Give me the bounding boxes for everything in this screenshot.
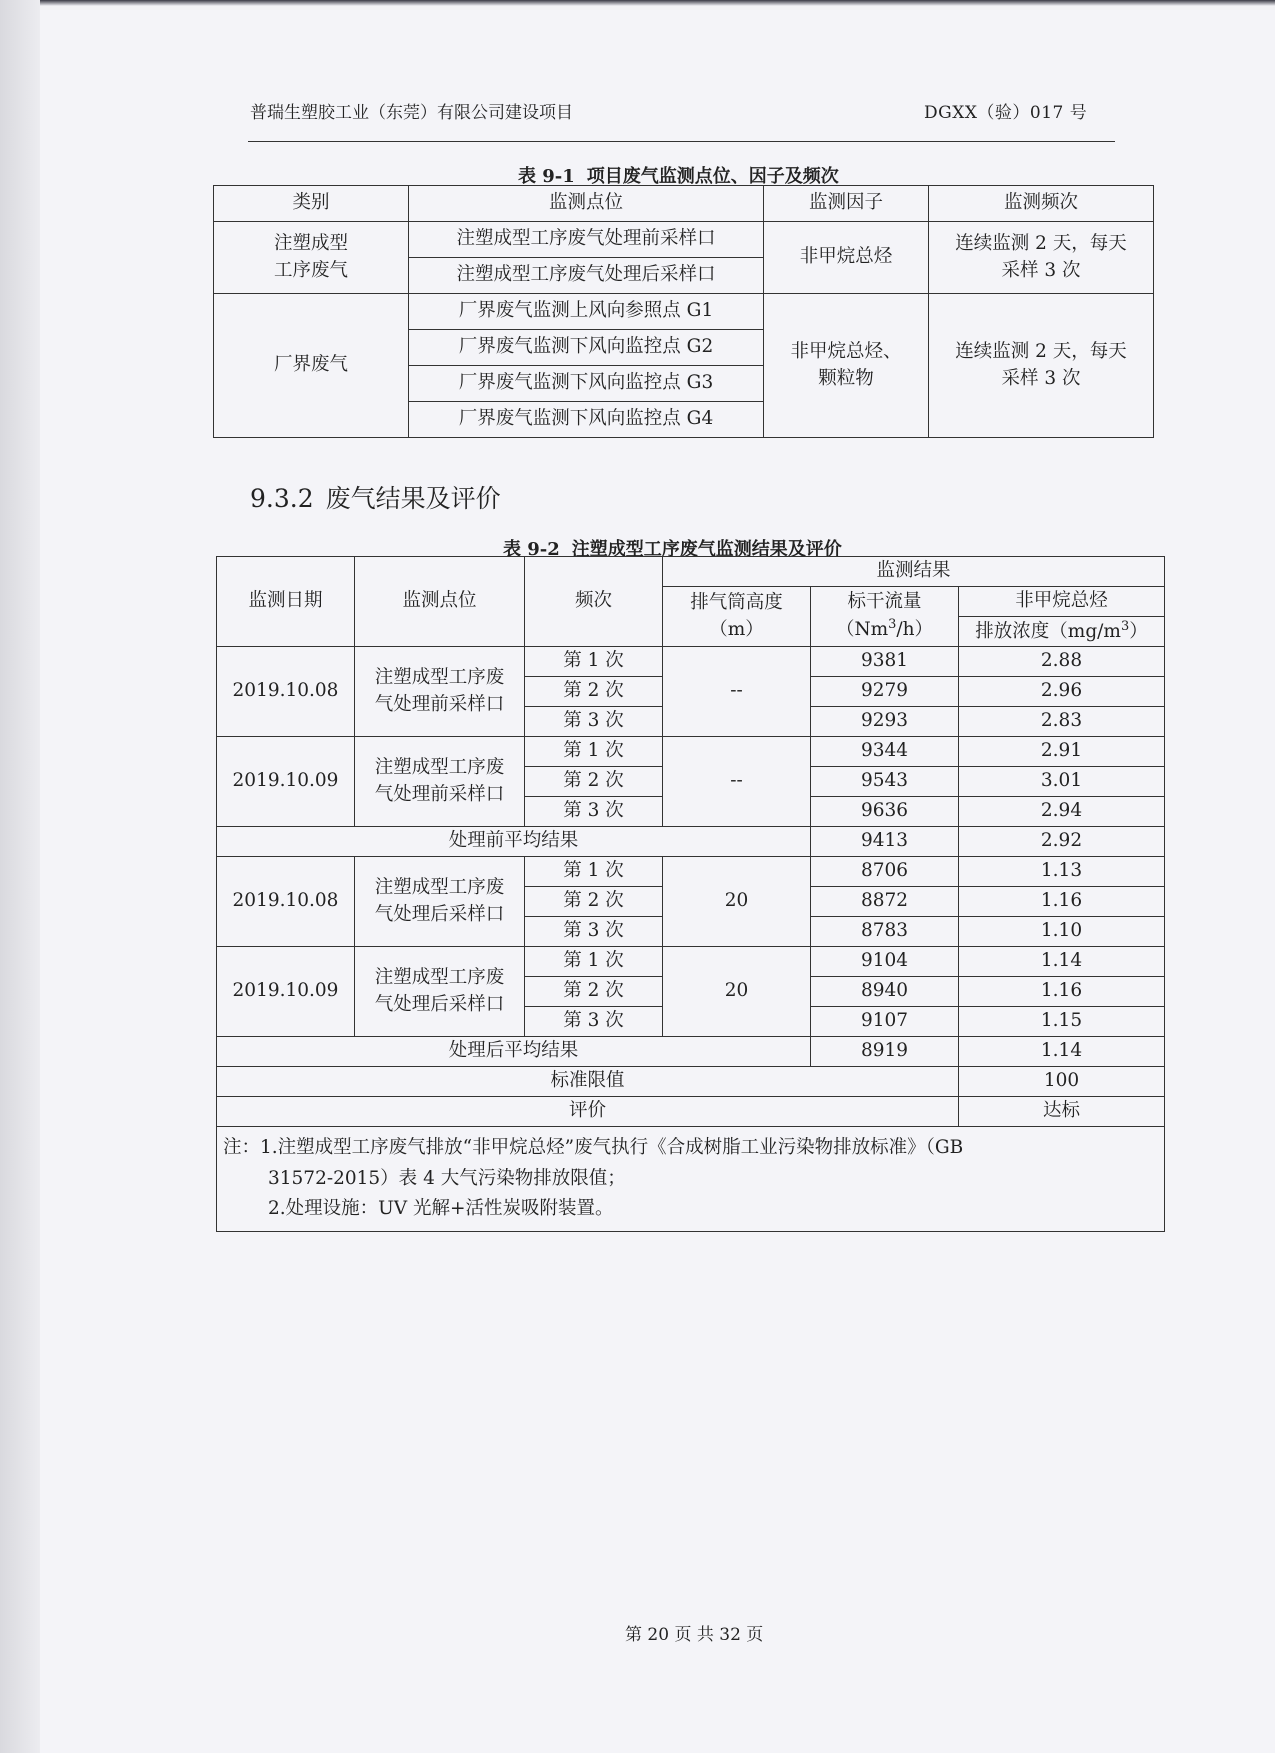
table2-caption-number: 表 9-2 — [503, 539, 560, 560]
table1-point-cell: 厂界废气监测下风向监控点 G3 — [409, 366, 764, 402]
date-cell: 2019.10.08 — [217, 647, 355, 737]
date-cell: 2019.10.09 — [217, 737, 355, 827]
frequency-cell: 第 1 次 — [525, 857, 663, 887]
table2-header-nmhc: 非甲烷总烃 — [959, 587, 1165, 617]
concentration-cell: 1.10 — [959, 917, 1165, 947]
frequency-cell: 第 3 次 — [525, 797, 663, 827]
table2-header-frequency: 频次 — [525, 557, 663, 647]
table1-factor-cell: 非甲烷总烃、 颗粒物 — [764, 294, 929, 438]
table1-factor-cell: 非甲烷总烃 — [764, 222, 929, 294]
table1-caption-number: 表 9-1 — [518, 166, 575, 187]
flow-cell: 9293 — [811, 707, 959, 737]
frequency-cell: 第 2 次 — [525, 887, 663, 917]
summary-label: 处理前平均结果 — [217, 827, 811, 857]
section-number: 9.3.2 — [250, 484, 314, 513]
note-line: 31572-2015）表 4 大气污染物排放限值； — [268, 1167, 626, 1189]
concentration-cell: 1.13 — [959, 857, 1165, 887]
table-row — [214, 294, 1154, 330]
table-row — [217, 737, 1165, 767]
concentration-cell: 1.15 — [959, 1007, 1165, 1037]
concentration-cell: 2.96 — [959, 677, 1165, 707]
table-row — [214, 222, 1154, 258]
monitoring-points-table — [213, 185, 1154, 438]
flow-header-unit-sup: 3 — [888, 616, 897, 632]
table2-summary-row — [217, 827, 1165, 857]
table2-header-point: 监测点位 — [355, 557, 525, 647]
table1-header-category: 类别 — [214, 186, 409, 222]
flow-header-label: 标干流量 — [847, 591, 922, 613]
table2-header-results: 监测结果 — [663, 557, 1165, 587]
summary-concentration: 1.14 — [959, 1037, 1165, 1067]
limit-value: 100 — [959, 1067, 1165, 1097]
frequency-cell: 第 3 次 — [525, 707, 663, 737]
date-cell: 2019.10.09 — [217, 947, 355, 1037]
table2-notes-row — [217, 1127, 1165, 1232]
table1-frequency-cell: 连续监测 2 天，每天 采样 3 次 — [929, 294, 1154, 438]
flow-cell: 9543 — [811, 767, 959, 797]
table2-evaluation-row — [217, 1097, 1165, 1127]
scan-top-edge — [40, 0, 1275, 6]
concentration-cell: 2.83 — [959, 707, 1165, 737]
limit-label: 标准限值 — [217, 1067, 959, 1097]
table1-caption-title: 项目废气监测点位、因子及频次 — [586, 166, 839, 187]
header-divider — [248, 141, 1115, 142]
frequency-cell: 第 1 次 — [525, 947, 663, 977]
section-heading — [250, 479, 501, 515]
concentration-cell: 1.16 — [959, 887, 1165, 917]
table2-notes — [217, 1127, 1165, 1232]
stack-height-cell: -- — [663, 647, 811, 737]
table2-limit-row — [217, 1067, 1165, 1097]
table1-category-cell: 注塑成型 工序废气 — [214, 222, 409, 294]
table2-header-stack-height: 排气筒高度 （m） — [663, 587, 811, 647]
flow-header-unit-end: /h） — [896, 619, 934, 641]
emission-results-table — [216, 556, 1165, 1232]
header-report-number: DGXX（验）017 号 — [924, 103, 1088, 123]
table1-point-cell: 注塑成型工序废气处理前采样口 — [409, 222, 764, 258]
concentration-header-sup: 3 — [1120, 618, 1130, 634]
concentration-cell: 2.91 — [959, 737, 1165, 767]
flow-cell: 8872 — [811, 887, 959, 917]
table1-header-row — [214, 186, 1154, 222]
concentration-cell: 2.88 — [959, 647, 1165, 677]
frequency-cell: 第 1 次 — [525, 737, 663, 767]
concentration-cell: 3.01 — [959, 767, 1165, 797]
frequency-cell: 第 3 次 — [525, 917, 663, 947]
flow-cell: 9636 — [811, 797, 959, 827]
table2-caption-title: 注塑成型工序废气监测结果及评价 — [571, 539, 842, 560]
table1-header-frequency: 监测频次 — [929, 186, 1154, 222]
note-line: 注：1.注塑成型工序废气排放“非甲烷总烃”废气执行《合成树脂工业污染物排放标准》（GB — [223, 1137, 964, 1158]
table1-point-cell: 注塑成型工序废气处理后采样口 — [409, 258, 764, 294]
frequency-cell: 第 1 次 — [525, 647, 663, 677]
summary-concentration: 2.92 — [959, 827, 1165, 857]
flow-cell: 9107 — [811, 1007, 959, 1037]
date-cell: 2019.10.08 — [217, 857, 355, 947]
table1-header-factor: 监测因子 — [764, 186, 929, 222]
table-row — [217, 857, 1165, 887]
table1-point-cell: 厂界废气监测下风向监控点 G4 — [409, 402, 764, 438]
header-project-name: 普瑞生塑胶工业（东莞）有限公司建设项目 — [250, 103, 573, 123]
evaluation-label: 评价 — [217, 1097, 959, 1127]
frequency-cell: 第 2 次 — [525, 767, 663, 797]
concentration-cell: 1.16 — [959, 977, 1165, 1007]
sampling-point-cell: 注塑成型工序废 气处理后采样口 — [355, 857, 525, 947]
flow-cell: 9279 — [811, 677, 959, 707]
flow-cell: 9381 — [811, 647, 959, 677]
sampling-point-cell: 注塑成型工序废 气处理后采样口 — [355, 947, 525, 1037]
flow-header-unit: （Nm — [835, 619, 889, 641]
summary-label: 处理后平均结果 — [217, 1037, 811, 1067]
section-title: 废气结果及评价 — [325, 484, 501, 513]
table-row — [217, 647, 1165, 677]
frequency-cell: 第 2 次 — [525, 677, 663, 707]
flow-cell: 9104 — [811, 947, 959, 977]
summary-flow: 9413 — [811, 827, 959, 857]
table1-frequency-cell: 连续监测 2 天，每天 采样 3 次 — [929, 222, 1154, 294]
sampling-point-cell: 注塑成型工序废 气处理前采样口 — [355, 737, 525, 827]
table2-header-flow — [811, 587, 959, 647]
stack-height-cell: -- — [663, 737, 811, 827]
concentration-header-label: 排放浓度（mg/m — [975, 620, 1121, 642]
flow-cell: 9344 — [811, 737, 959, 767]
table2-summary-row — [217, 1037, 1165, 1067]
summary-flow: 8919 — [811, 1037, 959, 1067]
concentration-header-end: ） — [1129, 620, 1148, 642]
table1-point-cell: 厂界废气监测下风向监控点 G2 — [409, 330, 764, 366]
concentration-cell: 1.14 — [959, 947, 1165, 977]
stack-height-cell: 20 — [663, 857, 811, 947]
frequency-cell: 第 2 次 — [525, 977, 663, 1007]
table2-header-concentration — [959, 617, 1165, 647]
table2-header-row — [217, 557, 1165, 587]
table2-header-date: 监测日期 — [217, 557, 355, 647]
table1-category-cell: 厂界废气 — [214, 294, 409, 438]
note-line: 2.处理设施：UV 光解+活性炭吸附装置。 — [268, 1198, 614, 1220]
sampling-point-cell: 注塑成型工序废 气处理前采样口 — [355, 647, 525, 737]
stack-height-cell: 20 — [663, 947, 811, 1037]
concentration-cell: 2.94 — [959, 797, 1165, 827]
frequency-cell: 第 3 次 — [525, 1007, 663, 1037]
scan-edge — [0, 0, 40, 1753]
flow-cell: 8783 — [811, 917, 959, 947]
table-row — [217, 947, 1165, 977]
flow-cell: 8706 — [811, 857, 959, 887]
table1-header-point: 监测点位 — [409, 186, 764, 222]
page-footer: 第 20 页 共 32 页 — [625, 1625, 764, 1645]
flow-cell: 8940 — [811, 977, 959, 1007]
table1-point-cell: 厂界废气监测上风向参照点 G1 — [409, 294, 764, 330]
evaluation-value: 达标 — [959, 1097, 1165, 1127]
